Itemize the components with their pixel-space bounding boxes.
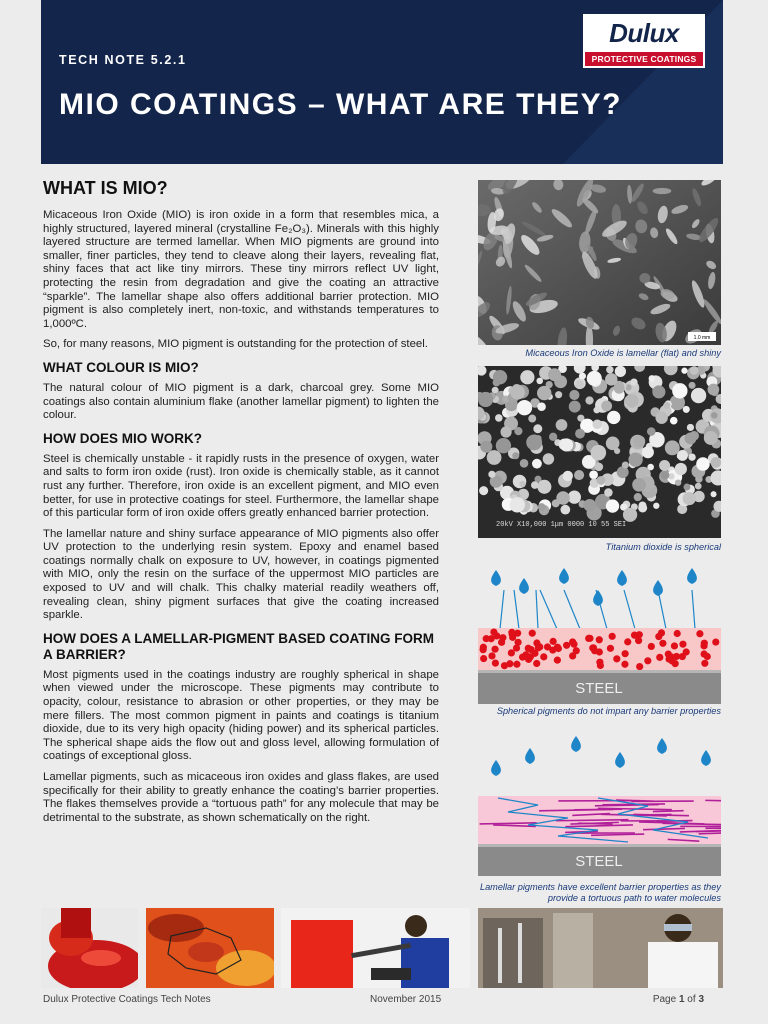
spherical-pigment-dot xyxy=(679,641,686,648)
spherical-pigment-dot xyxy=(513,661,520,668)
tio2-particle xyxy=(677,450,688,461)
tio2-particle xyxy=(689,382,696,389)
tio2-particle xyxy=(633,435,645,447)
spherical-pigment-dot xyxy=(585,635,592,642)
tio2-particle xyxy=(623,508,637,522)
heading-what-colour: WHAT COLOUR IS MIO? xyxy=(43,359,199,375)
tio2-particle xyxy=(537,386,551,400)
paragraph-mio-colour: The natural colour of MIO pigment is a dark, charcoal grey. Some MIO coatings also contain aluminium flake (another lamellar pigment) to lighten the colour. xyxy=(43,381,439,422)
tio2-particle xyxy=(555,391,562,398)
lamellar-flake xyxy=(574,809,622,810)
spherical-pigment-diagram xyxy=(478,560,721,708)
water-drop-icon xyxy=(559,568,569,584)
spherical-pigment-dot xyxy=(624,638,631,645)
heading-what-is-mio: WHAT IS MIO? xyxy=(43,178,168,198)
tio2-particle xyxy=(642,446,654,458)
spherical-pigment-dot xyxy=(509,634,516,641)
tio2-particle xyxy=(537,402,546,411)
tio2-particle xyxy=(548,368,561,381)
lamellar-flake xyxy=(635,814,671,815)
tio2-particle xyxy=(514,427,522,435)
heading-how-it-works: HOW DOES MIO WORK? xyxy=(43,430,202,446)
tio2-particle xyxy=(663,402,670,409)
tio2-particle xyxy=(665,440,680,455)
photo-red-paint xyxy=(41,908,138,988)
tio2-particle xyxy=(652,385,665,398)
tio2-particle xyxy=(696,457,710,471)
spherical-pigment-dot xyxy=(506,660,513,667)
tio2-particle xyxy=(537,480,551,494)
tio2-particle xyxy=(606,499,619,512)
titanium-dioxide-micrograph xyxy=(478,366,721,538)
photo-australia-heatmap xyxy=(146,908,274,988)
spherical-pigment-dot xyxy=(671,642,678,649)
spherical-pigment-dot xyxy=(679,653,686,660)
tio2-particle xyxy=(574,470,584,480)
paragraph-steel-rust: Steel is chemically unstable - it rapidly rusts in the presence of oxygen, water and salts to form iron oxide (rust). Iron oxide is chemically stable, as it cannot rust any further. Therefore, iron oxide is an excellent pigment, and MIO even better, for use in protective coatings for steel. Furthermore, the lamellar shape of this particular form of iron oxide offers greatly enhanced barrier protection. xyxy=(43,452,439,520)
spherical-pigment-dot xyxy=(531,650,538,657)
tio2-particle xyxy=(556,419,568,431)
tio2-particle xyxy=(628,452,642,466)
tio2-particle xyxy=(480,441,492,453)
tio2-particle xyxy=(683,484,690,491)
spherical-pigment-dot xyxy=(613,655,620,662)
tio2-particle xyxy=(487,450,502,465)
tio2-particle xyxy=(528,415,536,423)
tio2-particle xyxy=(681,368,687,374)
paragraph-mio-definition: Micaceous Iron Oxide (MIO) is iron oxide in a form that resembles mica, a highly structured, layered mineral (crystalline Fe₂O₃). Minerals with this highly layered structure are termed lamellar. When MIO pigments are ground into smaller, finer particles, they tend to cleave along their layers, revealing flat, shiny faces that act like tiny mirrors. These tiny mirrors reflect UV light, protecting the resin from degradation and give the coating an attractive “sparkle”. The lamellar shape also offers additional barrier protection. MIO pigment is also completely inert, non-toxic, and withstands temperatures to 1,000ºC. xyxy=(43,209,439,330)
tio2-particle xyxy=(520,370,534,384)
page-mid: of xyxy=(684,994,699,1005)
tio2-particle xyxy=(532,459,542,469)
tio2-particle xyxy=(569,401,581,413)
spherical-pigment-dot xyxy=(550,638,557,645)
spherical-pigment-dot xyxy=(563,642,570,649)
tio2-particle xyxy=(630,378,637,385)
tio2-particle xyxy=(708,384,720,396)
page-total: 3 xyxy=(698,994,704,1005)
tio2-particle xyxy=(659,460,670,471)
paragraph-lamellar-pigments: Lamellar pigments, such as micaceous iron oxides and glass flakes, are used specifically for their ability to greatly enhance the coating’s barrier properties. The flakes themselves provide a “tortuous path” for any molecule that may be detrimental to the substrate, as shown schematically on the right. xyxy=(43,771,439,824)
tio2-particle xyxy=(560,505,570,515)
logo-tagline: PROTECTIVE COATINGS xyxy=(585,52,703,66)
tio2-particle xyxy=(512,452,519,459)
tio2-particle xyxy=(625,384,631,390)
spherical-pigment-dot xyxy=(636,663,643,670)
tio2-particle xyxy=(675,479,681,485)
dulux-logo xyxy=(583,14,705,68)
lamellar-flake xyxy=(705,800,721,801)
tio2-particle xyxy=(526,434,542,450)
spherical-pigment-dot xyxy=(597,662,604,669)
tio2-particle xyxy=(536,378,543,385)
page-title: MIO COATINGS – WHAT ARE THEY? xyxy=(59,88,622,121)
water-drop-icon xyxy=(571,736,581,752)
caption-mio: Micaceous Iron Oxide is lamellar (flat) and shiny xyxy=(525,348,721,358)
lamellar-pigment-diagram xyxy=(478,730,721,878)
spherical-pigment-dot xyxy=(622,650,629,657)
tio2-particle xyxy=(649,375,656,382)
spherical-pigment-dot xyxy=(480,655,487,662)
tio2-particle xyxy=(519,481,525,487)
spherical-pigment-dot xyxy=(483,635,490,642)
spherical-pigment-dot xyxy=(607,645,614,652)
tio2-particle xyxy=(688,453,695,460)
heading-barrier: HOW DOES A LAMELLAR-PIGMENT BASED COATING FORM A BARRIER? xyxy=(43,630,434,662)
tio2-particle xyxy=(569,390,579,400)
tio2-particle xyxy=(606,366,614,373)
spherical-pigment-dot xyxy=(540,653,547,660)
tio2-particle xyxy=(711,457,721,468)
tio2-particle xyxy=(653,503,659,509)
water-drop-icon xyxy=(617,570,627,586)
spherical-pigment-dot xyxy=(701,640,708,647)
tio2-particle xyxy=(634,493,642,501)
tio2-particle xyxy=(563,471,573,481)
spherical-pigment-dot xyxy=(596,636,603,643)
paragraph-mio-summary: So, for many reasons, MIO pigment is outstanding for the protection of steel. xyxy=(43,338,428,351)
tio2-particle xyxy=(495,414,503,422)
spherical-pigment-dot xyxy=(480,644,487,651)
tio2-particle xyxy=(496,438,511,453)
tio2-particle xyxy=(520,459,529,468)
spherical-pigment-dot xyxy=(648,643,655,650)
scale-bar-label: 1.0 mm xyxy=(693,335,711,341)
tio2-particle xyxy=(683,492,696,505)
lamellar-flake xyxy=(653,811,684,812)
mio-micrograph xyxy=(478,180,721,345)
water-drop-icon xyxy=(615,752,625,768)
caption-spherical: Spherical pigments do not impart any barrier properties xyxy=(496,706,721,716)
water-drop-icon xyxy=(593,590,603,606)
water-drop-icon xyxy=(491,570,501,586)
tio2-particle xyxy=(591,445,607,461)
tio2-particle xyxy=(614,448,620,454)
mio-flake xyxy=(653,188,672,194)
tio2-particle xyxy=(601,401,612,412)
tio2-particle xyxy=(647,427,656,436)
spherical-pigment-dot xyxy=(701,660,708,667)
tio2-particle xyxy=(560,438,573,451)
tio2-particle xyxy=(605,373,617,385)
tio2-particle xyxy=(593,407,600,414)
spherical-pigment-dot xyxy=(712,638,719,645)
footer-date: November 2015 xyxy=(370,994,442,1005)
spherical-pigment-dot xyxy=(492,659,499,666)
tio2-particle xyxy=(575,380,584,389)
tio2-particle xyxy=(597,476,606,485)
tio2-particle xyxy=(704,431,718,445)
caption-titanium: Titanium dioxide is spherical xyxy=(605,542,721,552)
spherical-pigment-dot xyxy=(644,657,651,664)
tio2-particle xyxy=(607,411,620,424)
tio2-particle xyxy=(625,394,639,408)
tio2-particle xyxy=(592,419,602,429)
spherical-pigment-dot xyxy=(508,649,515,656)
spherical-pigment-dot xyxy=(499,634,506,641)
paragraph-spherical-pigments: Most pigments used in the coatings industry are roughly spherical in shape when viewed under the microscope. These pigments may contribute to opacity, colour, resistance to abrasion or other properties, or they may be mere fillers. The most common pigment in paints and coatings is titanium dioxide, due to its very high opacity (hiding power) and its spherical particles. The spherical shape aids the flow out and gloss level, allowing formulation of coatings of exceptional gloss. xyxy=(43,668,439,763)
tio2-particle xyxy=(711,491,717,497)
spherical-pigment-dot xyxy=(491,646,498,653)
tio2-particle xyxy=(687,424,694,431)
tio2-particle xyxy=(615,366,626,377)
lamellar-flake xyxy=(480,823,537,824)
tio2-particle xyxy=(488,471,495,478)
tio2-particle xyxy=(711,412,717,418)
tio2-particle xyxy=(500,426,511,437)
spherical-pigment-dot xyxy=(674,630,681,637)
tio2-particle xyxy=(695,483,702,490)
tio2-particle xyxy=(585,396,593,404)
photo-technician-panel xyxy=(281,908,470,988)
tio2-particle xyxy=(589,470,598,479)
water-drop-icon xyxy=(687,568,697,584)
tio2-particle xyxy=(538,503,546,511)
paragraph-uv-protection: The lamellar nature and shiny surface appearance of MIO pigments also offer UV protection to the underlying resin system. Epoxy and enamel based coatings normally chalk on exposure to UV, however, in coatings pigmented with MIO, only the resin on the surface of the uppermost MIO particles are exposed to UV and will chalk. This chalky material readily weathers off, revealing clean, shiny pigment surfaces that give the coating increased sparkle. xyxy=(43,527,439,622)
spherical-pigment-dot xyxy=(514,639,521,646)
spherical-pigment-dot xyxy=(490,628,497,635)
lamellar-flake xyxy=(556,820,629,821)
tio2-particle xyxy=(552,499,560,507)
water-drop-icon xyxy=(525,748,535,764)
spherical-pigment-dot xyxy=(656,654,663,661)
steel-label-1: STEEL xyxy=(575,680,623,697)
tio2-particle xyxy=(670,417,678,425)
tio2-particle xyxy=(672,383,687,398)
spherical-pigment-dot xyxy=(589,644,596,651)
water-drop-icon xyxy=(491,760,501,776)
spherical-pigment-dot xyxy=(569,638,576,645)
spherical-pigment-dot xyxy=(533,660,540,667)
tio2-particle xyxy=(549,433,557,441)
tio2-particle xyxy=(655,412,667,424)
tio2-particle xyxy=(587,371,602,386)
tio2-particle xyxy=(543,453,554,464)
spherical-pigment-dot xyxy=(554,657,561,664)
tio2-particle xyxy=(691,388,706,403)
page-prefix: Page xyxy=(652,994,679,1005)
tio2-particle xyxy=(479,486,488,495)
spherical-pigment-dot xyxy=(519,654,526,661)
tio2-particle xyxy=(690,366,699,375)
tio2-particle xyxy=(661,471,670,480)
spherical-pigment-dot xyxy=(529,630,536,637)
tio2-particle xyxy=(604,488,613,497)
spherical-pigment-dot xyxy=(655,633,662,640)
page-current: 1 xyxy=(678,994,685,1005)
water-drop-icon xyxy=(657,738,667,754)
tio2-particle xyxy=(595,463,604,472)
spherical-pigment-dot xyxy=(488,652,495,659)
tio2-particle xyxy=(575,429,585,439)
spherical-pigment-dot xyxy=(573,647,580,654)
water-drop-icon xyxy=(519,578,529,594)
steel-label-2: STEEL xyxy=(575,853,623,870)
photo-strip xyxy=(41,908,723,988)
photo-laboratory xyxy=(478,908,723,988)
tio2-particle xyxy=(622,461,629,468)
tio2-particle xyxy=(533,424,542,433)
tio2-particle xyxy=(675,463,687,475)
spherical-pigment-dot xyxy=(544,643,551,650)
tio2-particle xyxy=(517,400,532,415)
caption-lamellar: Lamellar pigments have excellent barrier properties as they provide a tortuous path to water molecules xyxy=(479,882,721,903)
footer-publication: Dulux Protective Coatings Tech Notes xyxy=(43,994,211,1005)
sem-info-label: 20kV X10,000 1μm 0000 10 55 SEI xyxy=(496,521,627,529)
footer-page-number xyxy=(653,994,704,1005)
water-drop-icon xyxy=(701,750,711,766)
tio2-particle xyxy=(478,392,493,407)
tio2-particle xyxy=(683,406,690,413)
tio2-particle xyxy=(583,499,596,512)
tech-note-label: TECH NOTE 5.2.1 xyxy=(59,53,187,67)
tio2-particle xyxy=(493,370,507,384)
water-drop-icon xyxy=(653,580,663,596)
tio2-particle xyxy=(638,503,647,512)
spherical-pigment-dot xyxy=(659,640,666,647)
tio2-particle xyxy=(531,481,539,489)
tio2-particle xyxy=(685,432,697,444)
spherical-pigment-dot xyxy=(700,650,707,657)
spherical-pigment-dot xyxy=(696,630,703,637)
lamellar-flake xyxy=(705,828,721,829)
tio2-particle xyxy=(510,497,525,512)
spherical-pigment-dot xyxy=(621,661,628,668)
logo-brand: Dulux xyxy=(609,18,679,48)
spherical-pigment-dot xyxy=(609,633,616,640)
spherical-pigment-dot xyxy=(636,631,643,638)
spherical-pigment-dot xyxy=(667,654,674,661)
tio2-particle xyxy=(632,478,646,492)
lamellar-flake xyxy=(578,823,612,824)
main-text-column xyxy=(43,178,439,832)
tio2-particle xyxy=(510,385,525,400)
